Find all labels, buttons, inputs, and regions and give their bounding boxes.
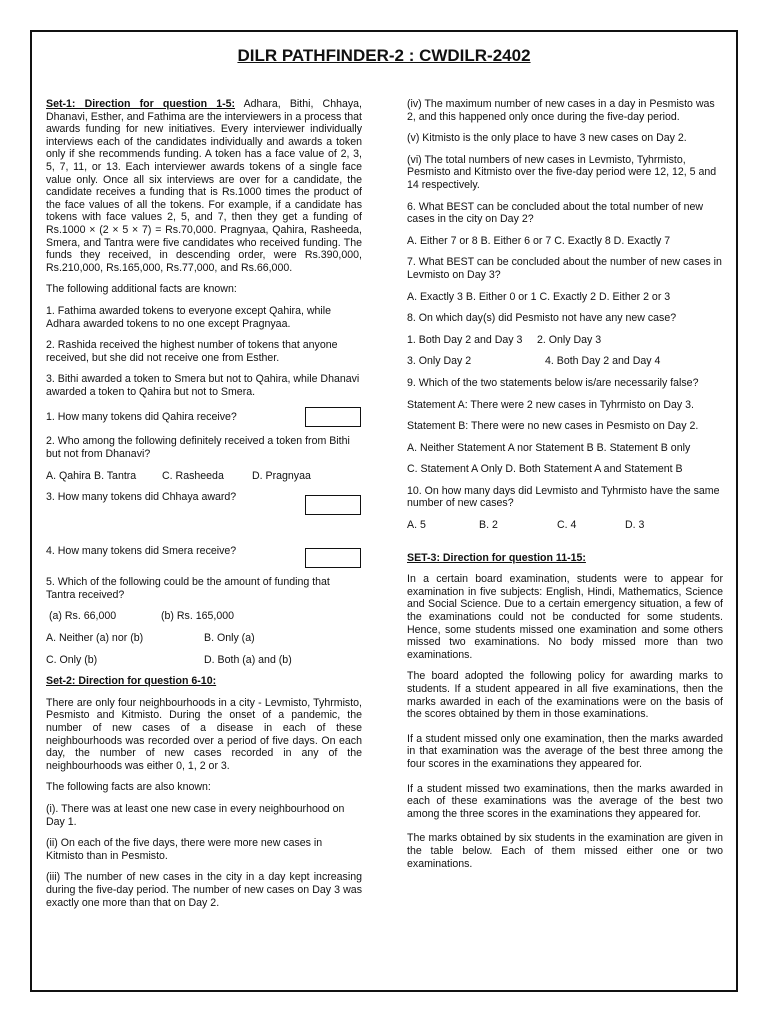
option: D. 3: [625, 519, 645, 532]
set3-para-1: In a certain board examination, students were to appear for examination in five subjects: English, Hindi, Mathematics, Science and Social Science. Due to a certain emergency situation, a few of the examinations could not be conducted for some students. Hence, some students missed one examination and some others missed two examinations. No body missed more than two examinations.: [407, 573, 723, 661]
set1-fact-1: 1. Fathima awarded tokens to everyone except Qahira, while Adhara awarded tokens to no one except Pragnyaa.: [46, 304, 332, 330]
question-5-options-row-2: [46, 654, 362, 667]
set1-fact-2: 2. Rashida received the highest number of tokens that anyone received, but she did not receive one from Esther.: [46, 339, 338, 364]
question-1-text: 1. How many tokens did Qahira receive?: [46, 411, 237, 424]
option: C. Rasheeda: [162, 469, 224, 482]
question-9-statement-a: Statement A: There were 2 new cases in Tyhrmisto on Day 3.: [407, 398, 694, 411]
page-frame: [30, 30, 738, 992]
question-10: 10. On how many days did Levmisto and Tyhrmisto have the same number of new cases?: [407, 484, 720, 510]
question-9-options-row-1: A. Neither Statement A nor Statement B B. Statement B only: [407, 441, 691, 454]
set2-heading: Set-2: Direction for question 6-10:: [46, 675, 217, 688]
set3-para-5: The marks obtained by six students in the examination are given in the table below. Each of them missed either one or two examinations.: [407, 832, 723, 870]
set3-heading: SET-3: Direction for question 11-15:: [407, 551, 586, 564]
question-5-options-row-1: [46, 632, 362, 645]
question-6-options: A. Either 7 or 8 B. Either 6 or 7 C. Exactly 8 D. Exactly 7: [407, 234, 671, 247]
set2-intro: There are only four neighbourhoods in a city - Levmisto, Tyhrmisto, Pesmisto and Kitmisto. During the onset of a pandemic, the number of new cases of a disease in each of these neighbourhoods was recorded over a period of five days. On each day, the number of new cases recorded in any of the neighbourhoods was either 0, 1, 2 or 3.: [46, 696, 362, 772]
question-8-options-row-1: [407, 334, 723, 347]
set3-para-2: The board adopted the following policy for awarding marks to students. If a student appeared in all five examinations, then the marks awarded in each of the examinations were on the basis of the scores obtained by them in those examinations.: [407, 670, 723, 721]
question-9-options-row-2: C. Statement A Only D. Both Statement A and Statement B: [407, 463, 683, 476]
option: A. Neither (a) nor (b): [46, 632, 144, 645]
option: 3. Only Day 2: [407, 355, 472, 368]
question-8-options-row-2: [407, 355, 723, 368]
question-2: 2. Who among the following definitely received a token from Bithi but not from Dhanavi?: [46, 435, 350, 461]
question-7-options: A. Exactly 3 B. Either 0 or 1 C. Exactly 2 D. Either 2 or 3: [407, 290, 671, 303]
set1-facts-intro: The following additional facts are known:: [46, 283, 237, 296]
question-10-options: [407, 519, 723, 532]
set1-intro: Set-1: Direction for question 1-5: Adhara, Bithi, Chhaya, Dhanavi, Esther, and Fathima are the interviewers in a process that awards funding for new initiatives. Every interviewer individually interviews each of the candidates individually and awards a token only if she recommends funding. A token has a face value of 2, 3, 5, 7, 11, or 13. Each interviewer awards tokens of a single face value only. Once all six interviews are over for a candidate, the candidate receives a funding that is Rs.1000 times the product of the face values of all the tokens. For example, if a candidate has tokens with face values 2, 5, and 7, then they get a funding of Rs.1000 × (2 × 5 × 7) = Rs.70,000. Pragnyaa, Qahira, Rasheeda, Smera, and Tantra were five candidates who received funding. The funds they received, in descending order, were Rs.390,000, Rs.210,000, Rs.165,000, Rs.77,000, and Rs.66,000.: [46, 98, 362, 274]
set2-fact-4: (iv) The maximum number of new cases in a day in Pesmisto was 2, and this happened only once during the five-day period.: [407, 98, 715, 123]
option: A. 5: [407, 519, 426, 532]
question-5: 5. Which of the following could be the amount of funding that Tantra received?: [46, 576, 330, 601]
set2-facts-intro: The following facts are also known:: [46, 781, 211, 794]
question-2-options: [46, 470, 362, 483]
option: A. Qahira: [46, 469, 91, 482]
set2-fact-5: (v) Kitmisto is the only place to have 3 new cases on Day 2.: [407, 132, 687, 145]
option: (b) Rs. 165,000: [161, 610, 235, 623]
question-5-items: [46, 610, 362, 623]
set3-para-3: If a student missed only one examination, then the marks awarded in that examination was the average of the best three among the four scores in the examinations they appeared for.: [407, 732, 723, 770]
set1-heading: Set-1: Direction for question 1-5:: [46, 98, 236, 110]
set3-para-4: If a student missed two examinations, then the marks awarded in each of these examinations was the average of the best two among the three scores in the examinations they appeared for.: [407, 782, 723, 820]
option: B. Only (a): [204, 632, 255, 645]
option: 4. Both Day 2 and Day 4: [545, 355, 661, 368]
question-7: 7. What BEST can be concluded about the number of new cases in Levmisto on Day 3?: [407, 256, 722, 281]
question-6: 6. What BEST can be concluded about the total number of new cases in the city on Day 2?: [407, 200, 704, 226]
set1-fact-3: 3. Bithi awarded a token to Smera but not to Qahira, while Dhanavi awarded a token to Qahira but not to Smera.: [46, 373, 360, 398]
question-8: 8. On which day(s) did Pesmisto not have any new case?: [407, 312, 677, 325]
answer-box-3[interactable]: [305, 495, 361, 515]
option: 2. Only Day 3: [537, 333, 602, 346]
option: B. Tantra: [94, 469, 137, 482]
option: C. Only (b): [46, 653, 98, 666]
answer-box-4[interactable]: [305, 548, 361, 568]
option: B. 2: [479, 519, 498, 532]
question-3-text: 3. How many tokens did Chhaya award?: [46, 491, 237, 504]
page-title: DILR PATHFINDER-2 : CWDILR-2402: [237, 46, 531, 65]
question-4-text: 4. How many tokens did Smera receive?: [46, 545, 237, 558]
option: 1. Both Day 2 and Day 3: [407, 333, 523, 346]
set2-fact-6: (vi) The total numbers of new cases in Levmisto, Tyhrmisto, Pesmisto and Kitmisto over the five-day period were 12, 12, 5 and 14 respectively.: [407, 153, 717, 191]
question-9: 9. Which of the two statements below is/are necessarily false?: [407, 376, 699, 389]
question-4: [46, 545, 362, 568]
question-3: [46, 491, 362, 515]
right-column: [407, 98, 723, 879]
option: (a) Rs. 66,000: [49, 610, 117, 623]
set2-fact-3: (iii) The number of new cases in the city in a day kept increasing during the five-day period. The number of new cases on Day 3 was exactly one more than that on Day 2.: [46, 871, 362, 909]
answer-box-1[interactable]: [305, 407, 361, 427]
option: D. Both (a) and (b): [204, 653, 292, 666]
question-9-statement-b: Statement B: There were no new cases in Pesmisto on Day 2.: [407, 420, 699, 433]
left-column: [46, 98, 362, 918]
set2-fact-1: (i). There was at least one new case in every neighbourhood on Day 1.: [46, 802, 345, 828]
set2-fact-2: (ii) On each of the five days, there were more new cases in Kitmisto than in Pesmisto.: [46, 837, 323, 862]
option: C. 4: [557, 519, 577, 532]
question-1: [46, 407, 362, 427]
option: D. Pragnyaa: [252, 469, 311, 482]
